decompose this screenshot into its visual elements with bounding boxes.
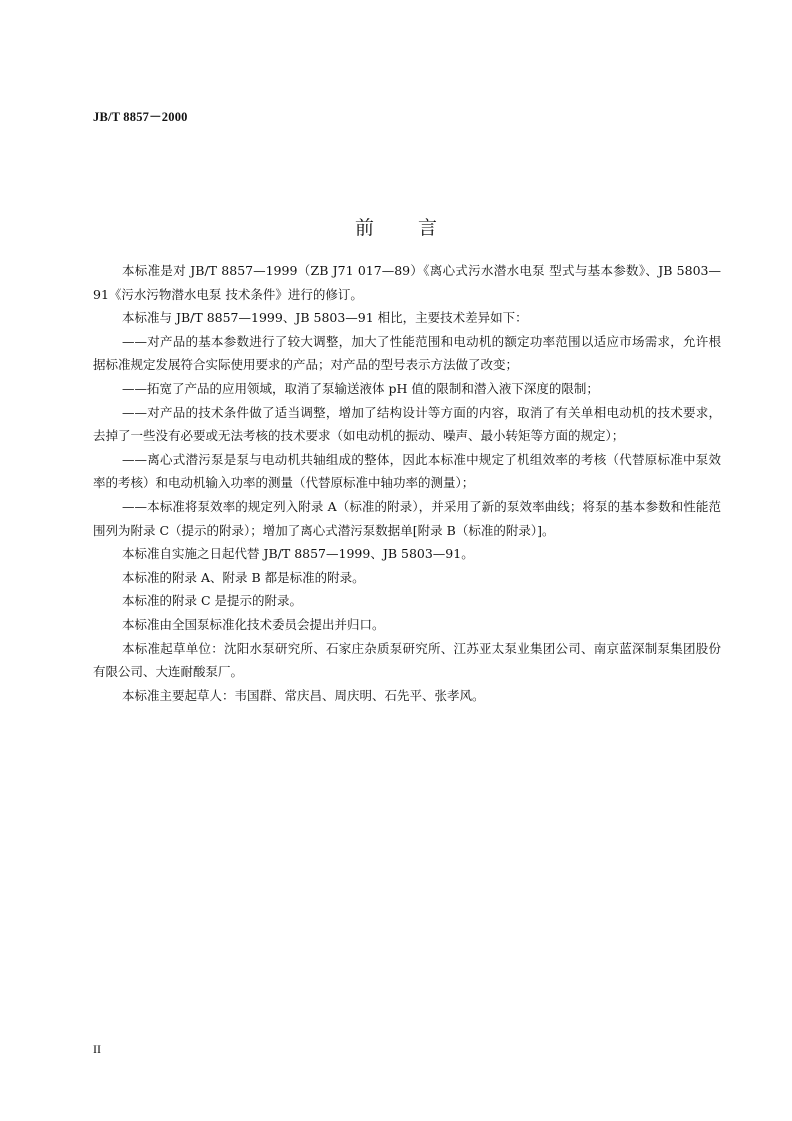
paragraph-drafting-organizations: 本标准起草单位：沈阳水泵研究所、石家庄杂质泵研究所、江苏亚太泵业集团公司、南京蓝深制泵集团股份有限公司、大连耐酸泵厂。 [93,640,721,680]
paragraph-difference-parameters: ——对产品的基本参数进行了较大调整，加大了性能范围和电动机的额定功率范围以适应市场需求，允许根据标准规定发展符合实际使用要求的产品；对产品的型号表示方法做了改变； [93,333,721,373]
foreword-body [93,259,721,707]
paragraph-proposer: 本标准由全国泵标准化技术委员会提出并归口。 [122,616,385,632]
paragraph-difference-application: ——拓宽了产品的应用领域，取消了泵输送液体 pH 值的限制和潜入液下深度的限制； [122,380,599,396]
paragraph-normative-appendices: 本标准的附录 A、附录 B 都是标准的附录。 [122,569,365,585]
paragraph-drafters: 本标准主要起草人：韦国群、常庆昌、周庆明、石先平、张孝风。 [122,687,485,703]
paragraph-informative-appendix: 本标准的附录 C 是提示的附录。 [122,593,303,609]
paragraph-difference-efficiency: ——离心式潜污泵是泵与电动机共轴组成的整体，因此本标准中规定了机组效率的考核（代替原标准中泵效率的考核）和电动机输入功率的测量（代替原标准中轴功率的测量）； [93,451,721,491]
page-number: II [93,1042,101,1056]
page-title: 前言 [354,217,481,239]
paragraph-replacement: 本标准自实施之日起代替 JB/T 8857—1999、JB 5803—91。 [122,546,474,562]
standard-code-header: JB/T 8857－2000 [93,110,188,124]
paragraph-revision-basis: 本标准是对 JB/T 8857—1999（ZB J71 017—89）《离心式污水潜水电泵 型式与基本参数》、JB 5803—91《污水污物潜水电泵 技术条件》进行的修订。 [93,263,721,302]
paragraph-difference-appendix: ——本标准将泵效率的规定列入附录 A（标准的附录），并采用了新的泵效率曲线；将泵的基本参数和性能范围列为附录 C（提示的附录）；增加了离心式潜污泵数据单[附录 B（标准的附录）]。 [93,498,721,538]
paragraph-difference-technical-conditions: ——对产品的技术条件做了适当调整，增加了结构设计等方面的内容，取消了有关单相电动机的技术要求，去掉了一些没有必要或无法考核的技术要求（如电动机的振动、噪声、最小转矩等方面的规定）； [93,404,721,444]
paragraph-differences-intro: 本标准与 JB/T 8857—1999、JB 5803—91 相比，主要技术差异如下： [122,310,528,326]
